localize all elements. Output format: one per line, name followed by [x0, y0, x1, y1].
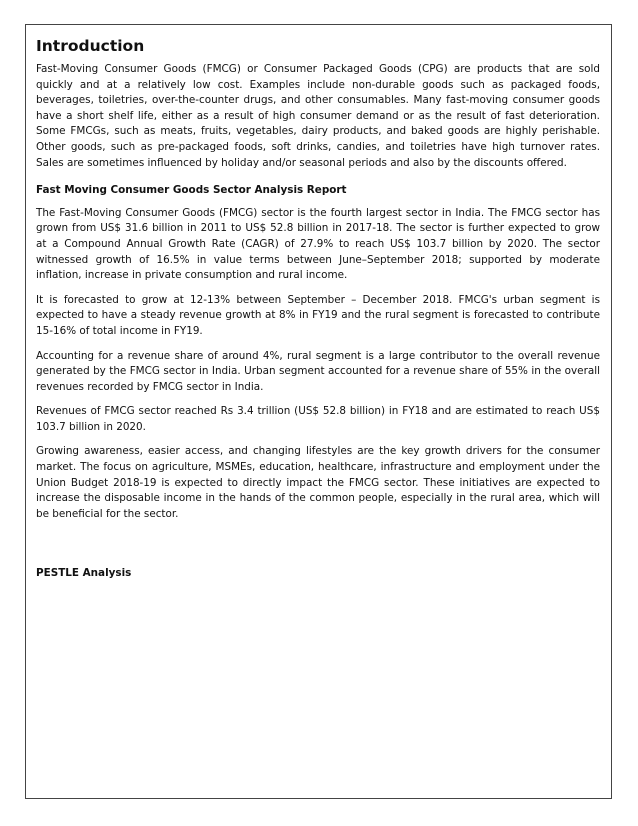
report-paragraph-2: It is forecasted to grow at 12-13% between September – December 2018. FMCG's urban segment is expected to have a steady revenue growth at 8% in FY19 and the rural segment is forecasted to contribute 15-16% of total income in FY19. — [36, 293, 600, 337]
report-paragraph-1: The Fast-Moving Consumer Goods (FMCG) sector is the fourth largest sector in India. The FMCG sector has grown from US$ 31.6 billion in 2011 to US$ 52.8 billion in 2017-18. The sector is further expected to grow at a Compound Annual Growth Rate (CAGR) of 27.9% to reach US$ 103.7 billion by 2020. The sector witnessed growth of 16.5% in value terms between June–September 2018; supported by moderate inflation, increase in private consumption and rural income. — [36, 206, 600, 282]
introduction-heading: Introduction — [36, 37, 145, 55]
document-body — [36, 36, 600, 531]
introduction-paragraph: Fast-Moving Consumer Goods (FMCG) or Consumer Packaged Goods (CPG) are products that are sold quickly and at a relatively low cost. Examples include non-durable goods such as packaged foods, beverages, toiletries, over-the-counter drugs, and other consumables. Many fast-moving consumer goods have a short shelf life, either as a result of high consumer demand or as the result of fast deterioration. Some FMCGs, such as meats, fruits, vegetables, dairy products, and baked goods are highly perishable. Other goods, such as pre-packaged foods, soft drinks, candies, and toiletries have high turnover rates. Sales are sometimes influenced by holiday and/or seasonal periods and also by the discounts offered. — [36, 63, 600, 169]
report-heading: Fast Moving Consumer Goods Sector Analysis Report — [36, 184, 347, 197]
report-paragraph-3: Accounting for a revenue share of around 4%, rural segment is a large contributor to the overall revenue generated by the FMCG sector in India. Urban segment accounted for a revenue share of 55% in the overall revenues recorded by FMCG sector in India. — [36, 349, 600, 393]
report-paragraph-5: Growing awareness, easier access, and changing lifestyles are the key growth drivers for the consumer market. The focus on agriculture, MSMEs, education, healthcare, infrastructure and employment under the Union Budget 2018-19 is expected to directly impact the FMCG sector. These initiatives are expected to increase the disposable income in the hands of the common people, especially in the rural area, which will be beneficial for the sector. — [36, 445, 600, 520]
report-paragraph-4: Revenues of FMCG sector reached Rs 3.4 trillion (US$ 52.8 billion) in FY18 and are estimated to reach US$ 103.7 billion in 2020. — [36, 405, 600, 433]
pestle-heading: PESTLE Analysis — [36, 567, 132, 579]
